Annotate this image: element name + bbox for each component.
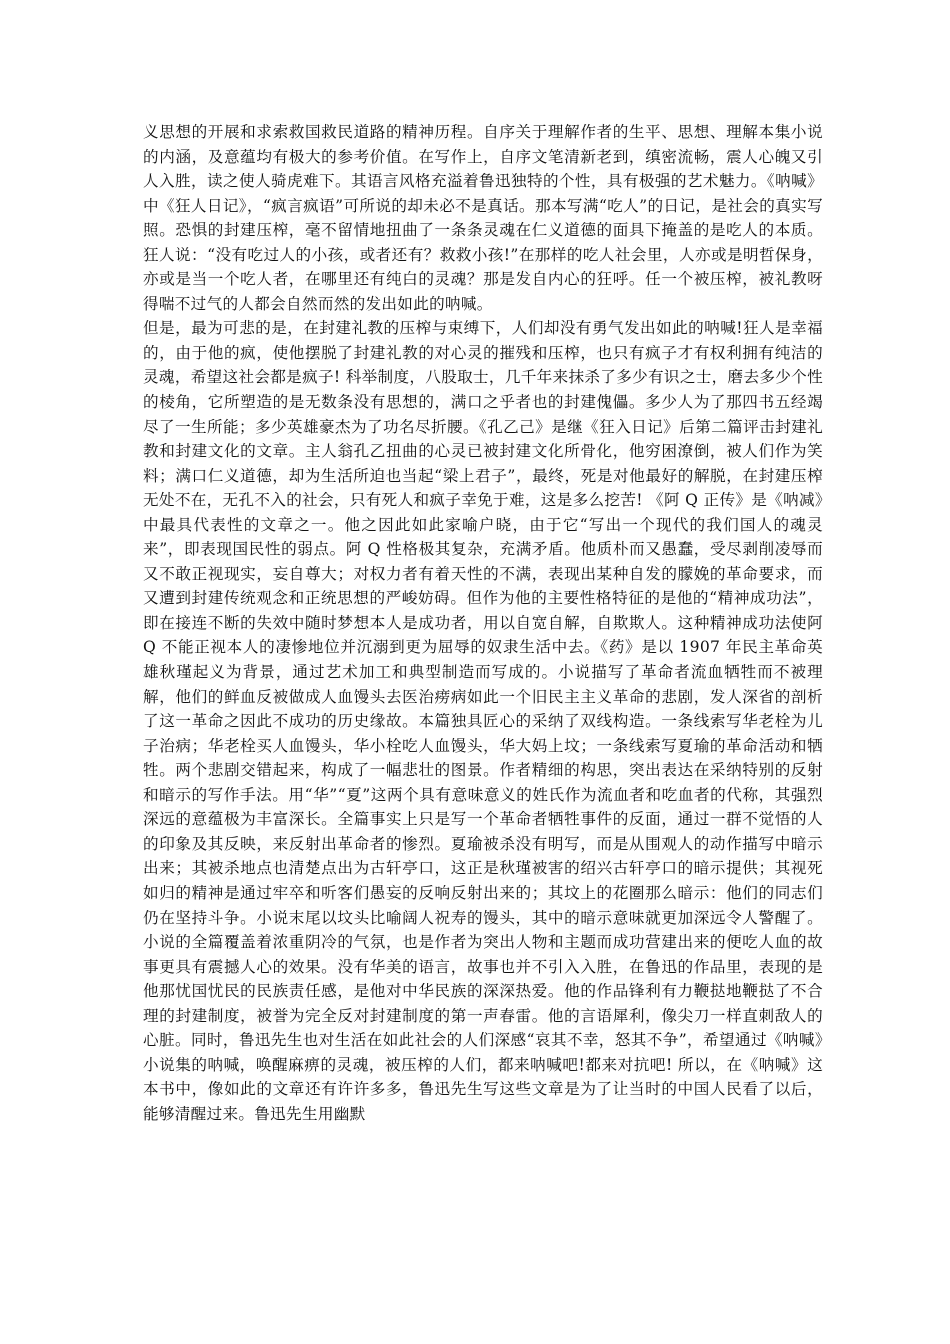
paragraph-2: 但是，最为可悲的是，在封建礼教的压榨与束缚下，人们却没有勇气发出如此的呐喊!狂人是幸福的，由于他的疯，使他摆脱了封建礼教的对心灵的摧残和压榨，也只有疯子才有权利拥有纯洁的灵魂，希望这社会都是疯子! 科举制度，八股取士，几千年来抹杀了多少有识之士，磨去多少个性的棱角，它所塑造的是无数条没有思想的，满口之乎者也的封建傀儡。多少人为了那四书五经竭尽了一生所能；多少英雄豪杰为了功名尽折腰。《孔乙己》是继《狂入日记》后第二篇评击封建礼教和封建文化的文章。主人翁孔乙扭曲的心灵已被封建文化所骨化，他穷困潦倒，被人们作为笑料；满口仁义道德，却为生活所迫也当起“梁上君子”，最终，死是对他最好的解脱，在封建压榨无处不在，无孔不入的社会，只有死人和疯子幸免于难，这是多么挖苦! 《阿 Q 正传》是《呐减》中最具代表性的文章之一。他之因此如此家喻户晓，由于它“写出一个现代的我们国人的魂灵来”，即表现国民性的弱点。阿 Q 性格极其复杂，充满矛盾。他质朴而又愚蠢，受尽剥削凌辱而又不敢正视现实，妄自尊大；对权力者有着天性的不满，表现出某种自发的朦娩的革命要求，而又遭到封建传统观念和正统思想的严峻妨碍。但作为他的主要性格特征的是他的“精神成功法”，即在接连不断的失效中随时梦想本人是成功者，用以自宽自解，自欺欺人。这种精神成功法使阿 Q 不能正视本人的凄惨地位并沉溺到更为屈辱的奴隶生活中去。《药》是以 1907 年民主革命英雄秋瑾起义为背景，通过艺术加工和典型制造而写成的。小说描写了革命者流血牺牲而不被理解，他们的鲜血反被做成人血馒头去医治痨病如此一个旧民主主义革命的悲剧，发人深省的剖析了这一革命之因此不成功的历史缘故。本篇独具匠心的采纳了双线构造。一条线索写华老栓为儿子治病；华老栓买人血馒头，华小栓吃人血馒头，华大妈上坟；一条线索写夏瑜的革命活动和牺牲。两个悲剧交错起来，构成了一幅悲壮的图景。作者精细的构思，突出表达在采纳特别的反射和暗示的写作手法。用“华”“夏”这两个具有意味意义的姓氏作为流血者和吃血者的代称，其强烈深远的意蕴极为丰富深长。全篇事实上只是写一个革命者牺牲事件的反面，通过一群不觉悟的人的印象及其反映，来反射出革命者的惨烈。夏瑜被杀没有明写，而是从围观人的动作描写中暗示出来；其被杀地点也清楚点出为古轩亭口，这正是秋瑾被害的绍兴古轩亭口的暗示提供；其视死如归的精神是通过牢卒和听客们愚妄的反响反射出来的；其坟上的花圈那么暗示：他们的同志们仍在坚持斗争。小说末尾以坟头比喻阔人祝寿的馒头，其中的暗示意味就更加深远令人警醒了。小说的全篇覆盖着浓重阴冷的气氛，也是作者为突出人物和主题而成功营建出来的便吃人血的故事更具有震撼人心的效果。没有华美的语言，故事也并不引入入胜，在鲁迅的作品里，表现的是他那忧国忧民的民族责任感，是他对中华民族的深深热爱。他的作品锋利有力鞭挞地鞭挞了不合理的封建制度，被誉为完全反对封建制度的第一声春雷。他的言语犀利，像尖刀一样直刺敌人的心脏。同时，鲁迅先生也对生活在如此社会的人们深感“哀其不幸，怒其不争”，希望通过《呐喊》小说集的呐喊，唤醒麻痹的灵魂，被压榨的人们，都来呐喊吧!都来对抗吧! 所以，在《呐喊》这本书中，像如此的文章还有许许多多，鲁迅先生写这些文章是为了让当时的中国人民看了以后，能够清醒过来。鲁迅先生用幽默 (143, 319, 823, 1123)
document-body (143, 120, 823, 1126)
paragraph-1: 义思想的开展和求索救国救民道路的精神历程。自序关于理解作者的生平、思想、理解本集小说的内涵，及意蕴均有极大的参考价值。在写作上，自序文笔清新老到，缜密流畅，震人心魄又引人入胜，读之使人骑虎难下。其语言风格充溢着鲁迅独特的个性，具有极强的艺术魅力。《呐喊》中《狂人日记》，“疯言疯语”可所说的却未必不是真话。那本写满“吃人”的日记，是社会的真实写照。恐惧的封建压榨，毫不留情地扭曲了一条条灵魂在仁义道德的面具下掩盖的是吃人的本质。狂人说：“没有吃过人的小孩，或者还有？救救小孩!”在那样的吃人社会里，人亦或是明哲保身，亦或是当一个吃人者，在哪里还有纯白的灵魂？那是发自内心的狂呼。任一个被压榨，被礼教呀得喘不过气的人都会自然而然的发出如此的呐喊。 (143, 123, 823, 313)
